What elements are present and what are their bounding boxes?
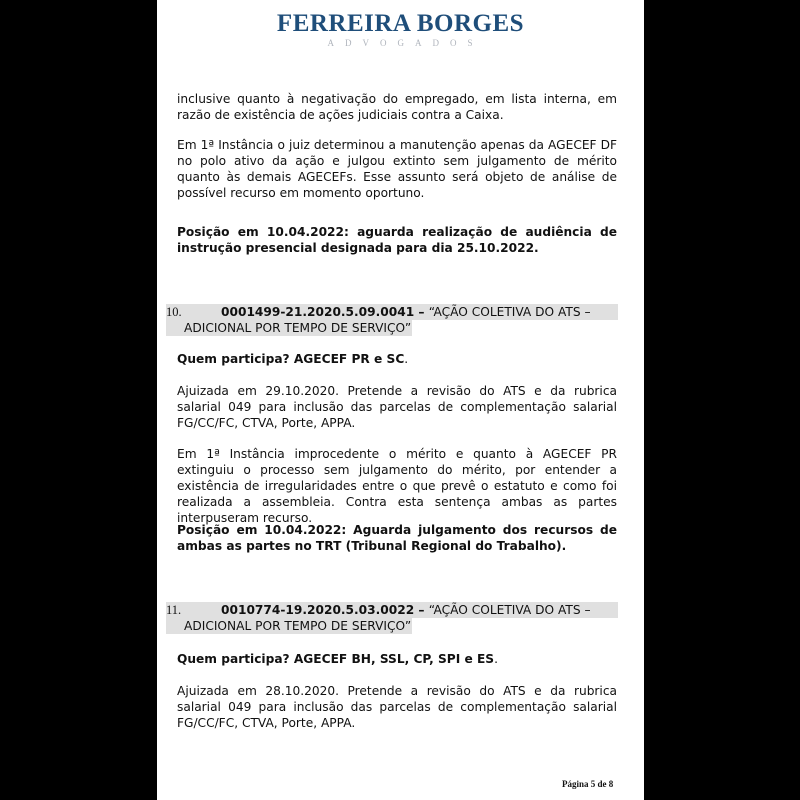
case-10-participants: [177, 351, 617, 367]
firm-subtitle: ADVOGADOS: [327, 38, 484, 48]
case-10-position: Posição em 10.04.2022: Aguarda julgamento dos recursos de ambas as partes no TRT (Tribunal Regional do Trabalho).: [177, 523, 617, 553]
case-10-title-line2: ADICIONAL POR TEMPO DE SERVIÇO”: [166, 320, 412, 336]
case-10-separator: –: [414, 305, 429, 319]
case-10-participants-end: .: [404, 352, 409, 366]
case-10-filed: Ajuizada em 29.10.2020. Pretende a revisão do ATS e da rubrica salarial 049 para inclusão das parcelas de complementação salarial FG/CC/FC, CTVA, Porte, APPA.: [177, 384, 617, 430]
case-11-title-line2: ADICIONAL POR TEMPO DE SERVIÇO”: [166, 618, 412, 634]
firm-logo: [157, 10, 644, 49]
case-11-separator: –: [414, 603, 429, 617]
case-11-title-line1: “AÇÃO COLETIVA DO ATS –: [428, 603, 591, 617]
case-10-first-instance: Em 1ª Instância improcedente o mérito e quanto à AGECEF PR extinguiu o processo sem julgamento do mérito, por entender a existência de irregularidades entre o que prevê o estatuto e como foi realizada a assembleia. Contra esta sentença ambas as partes interpuseram recurso.: [177, 447, 617, 525]
page-number: Página 5 de 8: [562, 779, 614, 789]
case-11-heading: [166, 602, 618, 634]
case-11-participants-end: .: [494, 652, 498, 666]
document-page: [157, 0, 644, 800]
case-10-process: 0001499-21.2020.5.09.0041: [221, 305, 415, 319]
firm-name: FERREIRA BORGES: [276, 10, 525, 37]
case-11-number: 11.: [166, 603, 182, 617]
case-10-number: 10.: [166, 305, 182, 319]
case-11-participants: [177, 651, 617, 667]
case-10-participants-label: Quem participa? AGECEF PR e SC: [177, 352, 405, 366]
case-11-filed: Ajuizada em 28.10.2020. Pretende a revisão do ATS e da rubrica salarial 049 para inclusão das parcelas de complementação salarial FG/CC/FC, CTVA, Porte, APPA.: [177, 684, 617, 730]
paragraph-posicao: Posição em 10.04.2022: aguarda realização de audiência de instrução presencial designada para dia 25.10.2022.: [177, 225, 617, 255]
case-11-participants-label: Quem participa? AGECEF BH, SSL, CP, SPI e ES: [177, 652, 495, 666]
case-10-heading: [166, 304, 618, 336]
case-11-process: 0010774-19.2020.5.03.0022: [221, 603, 415, 617]
paragraph-primeira-instancia: Em 1ª Instância o juiz determinou a manutenção apenas da AGECEF DF no polo ativo da ação e julgou extinto sem julgamento de mérito quanto às demais AGECEFs. Esse assunto será objeto de análise de possível recurso em momento oportuno.: [177, 138, 617, 200]
case-10-title-line1: “AÇÃO COLETIVA DO ATS –: [428, 305, 591, 319]
paragraph-negativacao: inclusive quanto à negativação do empregado, em lista interna, em razão de existência de ações judiciais contra a Caixa.: [177, 92, 617, 122]
